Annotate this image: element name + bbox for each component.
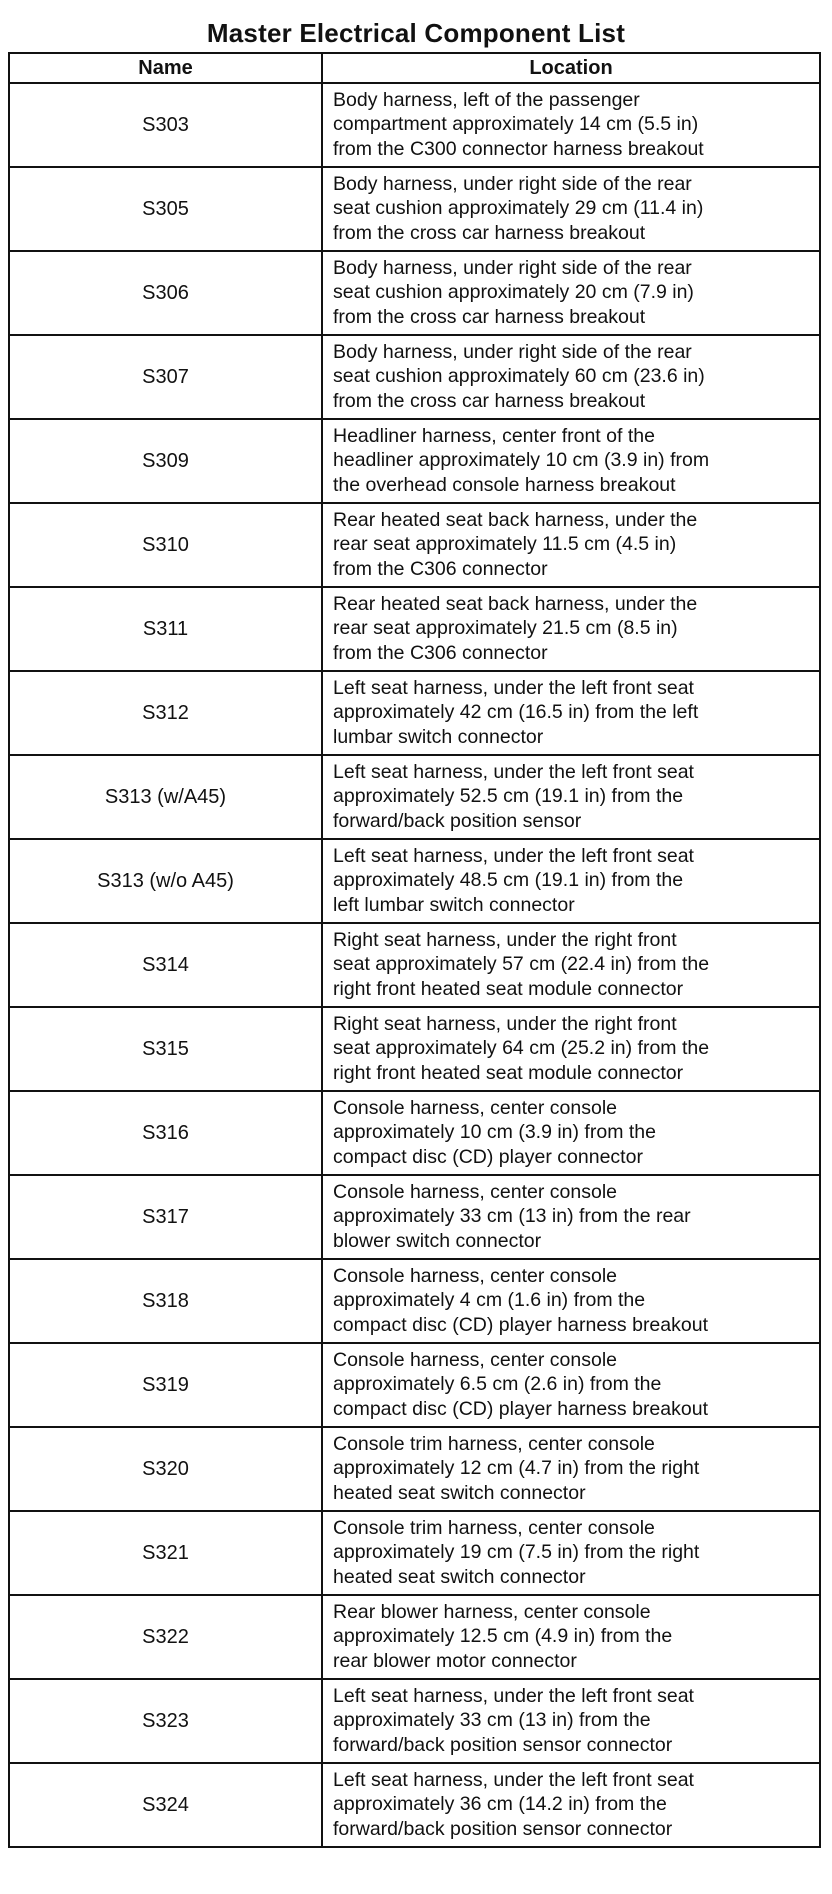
location-line: Left seat harness, under the left front seat	[333, 1768, 694, 1791]
component-name: S323	[9, 1679, 322, 1763]
location-line: Headliner harness, center front of the	[333, 424, 655, 447]
table-row	[9, 167, 820, 251]
component-location	[322, 587, 820, 671]
component-location	[322, 1007, 820, 1091]
location-line: seat approximately 64 cm (25.2 in) from the	[333, 1037, 710, 1060]
table-row	[9, 1679, 820, 1763]
component-name: S312	[9, 671, 322, 755]
table-row	[9, 1259, 820, 1343]
location-line: Console harness, center console	[333, 1348, 617, 1371]
component-location	[322, 251, 820, 335]
component-location	[322, 1175, 820, 1259]
component-name: S313 (w/o A45)	[9, 839, 322, 923]
component-name: S320	[9, 1427, 322, 1511]
location-line: headliner approximately 10 cm (3.9 in) from	[333, 449, 710, 472]
location-line: from the C306 connector	[333, 641, 548, 664]
location-line: compact disc (CD) player connector	[333, 1145, 643, 1168]
location-line: Right seat harness, under the right front	[333, 928, 677, 951]
table-row	[9, 419, 820, 503]
location-line: approximately 52.5 cm (19.1 in) from the	[333, 785, 684, 808]
location-line: seat cushion approximately 29 cm (11.4 in)	[333, 197, 704, 220]
component-name: S314	[9, 923, 322, 1007]
location-line: heated seat switch connector	[333, 1565, 586, 1588]
table-row	[9, 251, 820, 335]
location-line: approximately 10 cm (3.9 in) from the	[333, 1121, 656, 1144]
table-row	[9, 755, 820, 839]
location-line: Console harness, center console	[333, 1096, 617, 1119]
location-line: Left seat harness, under the left front seat	[333, 844, 694, 867]
location-line: from the cross car harness breakout	[333, 389, 646, 412]
table-header-row	[9, 53, 820, 83]
location-line: from the cross car harness breakout	[333, 221, 646, 244]
location-line: approximately 4 cm (1.6 in) from the	[333, 1289, 646, 1312]
table-row	[9, 1175, 820, 1259]
table-row	[9, 83, 820, 167]
location-line: forward/back position sensor connector	[333, 1733, 673, 1756]
component-location	[322, 755, 820, 839]
component-name: S318	[9, 1259, 322, 1343]
location-line: compact disc (CD) player harness breakout	[333, 1397, 708, 1420]
location-line: approximately 42 cm (16.5 in) from the left	[333, 701, 699, 724]
component-location	[322, 503, 820, 587]
location-line: right front heated seat module connector	[333, 977, 684, 1000]
location-line: from the C300 connector harness breakout	[333, 137, 704, 160]
table-row	[9, 671, 820, 755]
table-row	[9, 1007, 820, 1091]
location-line: approximately 33 cm (13 in) from the	[333, 1709, 651, 1732]
header-location: Location	[322, 53, 820, 83]
location-line: seat cushion approximately 60 cm (23.6 in)	[333, 365, 705, 388]
table-header	[9, 53, 820, 83]
component-location	[322, 1427, 820, 1511]
location-line: seat cushion approximately 20 cm (7.9 in)	[333, 281, 694, 304]
table-row	[9, 1763, 820, 1847]
component-location	[322, 923, 820, 1007]
table-row	[9, 839, 820, 923]
component-name: S311	[9, 587, 322, 671]
table-row	[9, 1595, 820, 1679]
location-line: approximately 6.5 cm (2.6 in) from the	[333, 1373, 662, 1396]
component-location	[322, 83, 820, 167]
component-name: S315	[9, 1007, 322, 1091]
table-row	[9, 923, 820, 1007]
location-line: blower switch connector	[333, 1229, 542, 1252]
location-line: Body harness, left of the passenger	[333, 88, 640, 111]
location-line: approximately 12.5 cm (4.9 in) from the	[333, 1625, 673, 1648]
location-line: compartment approximately 14 cm (5.5 in)	[333, 113, 699, 136]
component-name: S324	[9, 1763, 322, 1847]
table-row	[9, 1343, 820, 1427]
table-row	[9, 1511, 820, 1595]
location-line: lumbar switch connector	[333, 725, 544, 748]
component-name: S310	[9, 503, 322, 587]
location-line: the overhead console harness breakout	[333, 473, 676, 496]
component-location	[322, 419, 820, 503]
location-line: seat approximately 57 cm (22.4 in) from the	[333, 953, 710, 976]
component-location	[322, 1763, 820, 1847]
location-line: Console trim harness, center console	[333, 1432, 655, 1455]
component-name: S319	[9, 1343, 322, 1427]
component-location	[322, 1343, 820, 1427]
location-line: Rear heated seat back harness, under the	[333, 508, 698, 531]
component-location	[322, 671, 820, 755]
location-line: Body harness, under right side of the rear	[333, 172, 692, 195]
component-location	[322, 1679, 820, 1763]
component-name: S321	[9, 1511, 322, 1595]
location-line: Left seat harness, under the left front seat	[333, 760, 694, 783]
component-name: S313 (w/A45)	[9, 755, 322, 839]
component-location	[322, 335, 820, 419]
component-name: S307	[9, 335, 322, 419]
location-line: from the cross car harness breakout	[333, 305, 646, 328]
location-line: rear seat approximately 11.5 cm (4.5 in)	[333, 533, 677, 556]
component-location	[322, 1091, 820, 1175]
location-line: Right seat harness, under the right front	[333, 1012, 677, 1035]
location-line: Left seat harness, under the left front seat	[333, 676, 694, 699]
component-name: S322	[9, 1595, 322, 1679]
location-line: Left seat harness, under the left front seat	[333, 1684, 694, 1707]
component-name: S309	[9, 419, 322, 503]
table-row	[9, 1091, 820, 1175]
location-line: rear seat approximately 21.5 cm (8.5 in)	[333, 617, 678, 640]
location-line: Body harness, under right side of the rear	[333, 340, 692, 363]
location-line: Console trim harness, center console	[333, 1516, 655, 1539]
location-line: Console harness, center console	[333, 1264, 617, 1287]
location-line: forward/back position sensor connector	[333, 1817, 673, 1840]
component-name: S303	[9, 83, 322, 167]
location-line: heated seat switch connector	[333, 1481, 586, 1504]
location-line: approximately 33 cm (13 in) from the rear	[333, 1205, 691, 1228]
table-row	[9, 335, 820, 419]
component-name: S306	[9, 251, 322, 335]
header-name: Name	[9, 53, 322, 83]
component-location	[322, 1511, 820, 1595]
table-row	[9, 1427, 820, 1511]
component-name: S305	[9, 167, 322, 251]
location-line: approximately 36 cm (14.2 in) from the	[333, 1793, 667, 1816]
location-line: from the C306 connector	[333, 557, 548, 580]
component-name: S316	[9, 1091, 322, 1175]
location-line: Console harness, center console	[333, 1180, 617, 1203]
location-line: Rear blower harness, center console	[333, 1600, 651, 1623]
location-line: approximately 12 cm (4.7 in) from the right	[333, 1457, 700, 1480]
location-line: right front heated seat module connector	[333, 1061, 684, 1084]
location-line: rear blower motor connector	[333, 1649, 577, 1672]
location-line: forward/back position sensor	[333, 809, 582, 832]
location-line: left lumbar switch connector	[333, 893, 575, 916]
component-table	[8, 52, 821, 1848]
location-line: approximately 19 cm (7.5 in) from the right	[333, 1541, 700, 1564]
table-body	[9, 83, 820, 1847]
location-line: Rear heated seat back harness, under the	[333, 592, 698, 615]
location-line: compact disc (CD) player harness breakout	[333, 1313, 708, 1336]
page-title: Master Electrical Component List	[206, 18, 626, 48]
location-line: Body harness, under right side of the rear	[333, 256, 692, 279]
component-name: S317	[9, 1175, 322, 1259]
component-location	[322, 167, 820, 251]
component-location	[322, 1259, 820, 1343]
component-location	[322, 1595, 820, 1679]
table-row	[9, 587, 820, 671]
component-location	[322, 839, 820, 923]
table-row	[9, 503, 820, 587]
location-line: approximately 48.5 cm (19.1 in) from the	[333, 869, 684, 892]
